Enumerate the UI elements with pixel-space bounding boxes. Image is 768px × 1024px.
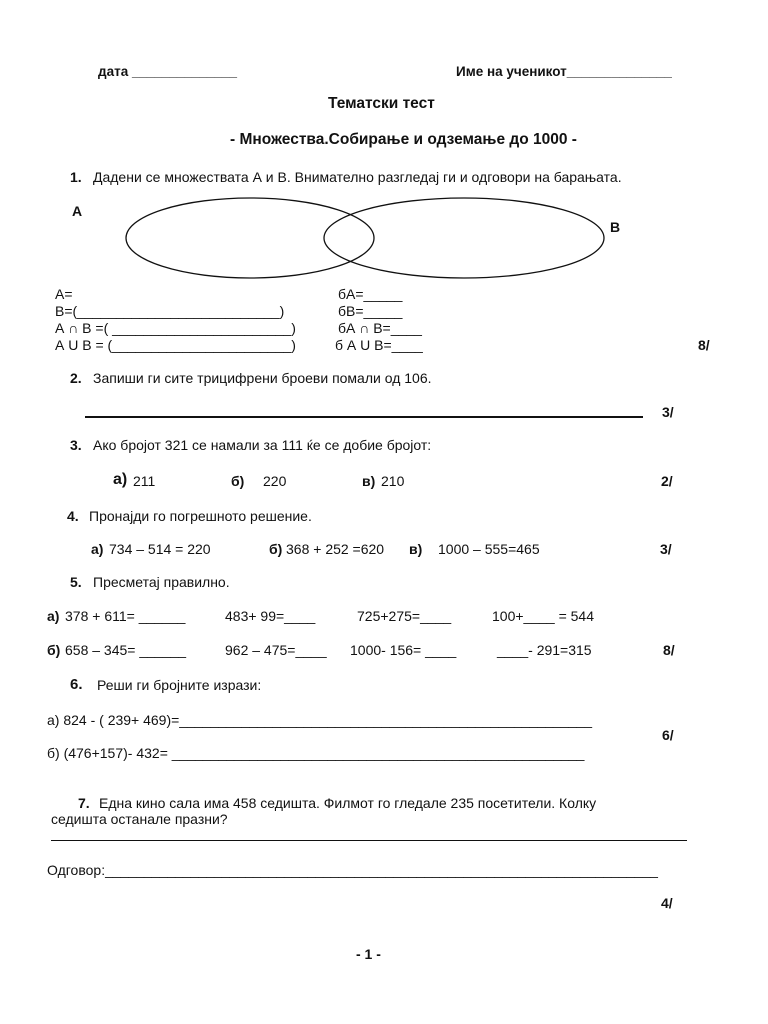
q5-row-a-item-1: 378 + 611= ______ [65, 608, 186, 624]
q1-line-union: А U В = (_______________________) [55, 337, 296, 353]
q7-number: 7. [78, 795, 90, 811]
q1-count-b: бВ=_____ [338, 303, 403, 319]
ellipse-a [126, 198, 374, 278]
page-subtitle: - Множества.Собирање и одземање до 1000 - [230, 131, 577, 148]
q6-expression-b: б) (476+157)- 432= _____________________________________________________ [47, 745, 585, 761]
q4-option-b-letter: б) [269, 541, 283, 557]
q4-option-a-value: 734 – 514 = 220 [109, 541, 211, 557]
q4-option-b-value: 368 + 252 =620 [286, 541, 385, 557]
q6-points: 6/ [662, 727, 674, 743]
q3-option-b-letter: б) [231, 473, 245, 489]
set-b-label: В [610, 219, 621, 235]
page-number: - 1 - [356, 946, 381, 962]
q3-option-b-value: 220 [263, 473, 287, 489]
q6-expression-a: а) 824 - ( 239+ 469)=_____________________________________________________ [47, 712, 592, 728]
q1-count-intersection: бА ∩ В=____ [338, 320, 422, 336]
q6-text: Реши ги бројните изрази: [97, 677, 262, 693]
q1-line-a: А= [55, 286, 73, 302]
ellipse-b [324, 198, 604, 278]
q2-number: 2. [70, 370, 82, 386]
q2-points: 3/ [662, 404, 674, 420]
q3-option-c-value: 210 [381, 473, 405, 489]
q1-line-b: В=(__________________________) [55, 303, 285, 319]
q5-row-a-item-3: 725+275=____ [357, 608, 452, 624]
q5-points: 8/ [663, 642, 675, 658]
q4-text: Пронајди го погрешното решение. [89, 508, 312, 524]
q3-option-c-letter: в) [362, 473, 376, 489]
q1-count-a: бА=_____ [338, 286, 403, 302]
q1-line-intersection: А ∩ В =( _______________________) [55, 320, 296, 336]
q3-option-a-value: 211 [133, 473, 156, 489]
q4-number: 4. [67, 508, 79, 524]
q7-text-line-2: седишта останале празни? [51, 811, 228, 827]
q4-option-c-letter: в) [409, 541, 423, 557]
q7-text-line-1: Една кино сала има 458 седишта. Филмот го гледале 235 посетители. Колку [99, 795, 597, 811]
q7-answer-line: Одговор:_______________________________________________________________________ [47, 862, 658, 878]
q7-working-line [51, 840, 687, 841]
q3-option-a-letter: а) [113, 471, 128, 488]
q5-row-b-item-2: 962 – 475=____ [225, 642, 327, 658]
q5-row-a-item-2: 483+ 99=____ [225, 608, 316, 624]
q5-row-b-letter: б) [47, 642, 61, 658]
student-name-label: Име на ученикот______________ [456, 64, 672, 79]
q1-text: Дадени се множествата А и В. Внимателно разгледај ги и одговори на барањата. [93, 169, 622, 185]
q4-option-c-value: 1000 – 555=465 [438, 541, 540, 557]
q5-row-b-item-4: ____- 291=315 [497, 642, 592, 658]
date-label: дата ______________ [98, 64, 238, 79]
q5-row-b-item-3: 1000- 156= ____ [350, 642, 457, 658]
q2-text: Запиши ги сите трицифрени броеви помали од 106. [93, 370, 432, 386]
q5-number: 5. [70, 574, 82, 590]
q2-answer-line [85, 416, 643, 418]
q4-option-a-letter: а) [91, 541, 104, 557]
q6-number: 6. [70, 676, 83, 693]
q5-row-a-item-4: 100+____ = 544 [492, 608, 594, 624]
q1-count-union: б А U В=____ [335, 337, 423, 353]
page-title: Тематски тест [328, 95, 435, 112]
set-a-label: А [72, 203, 83, 219]
q1-points: 8/ [698, 337, 710, 353]
q5-text: Пресметај правилно. [93, 574, 230, 590]
q1-number: 1. [70, 169, 82, 185]
q3-number: 3. [70, 437, 82, 453]
q7-points: 4/ [661, 895, 673, 911]
q3-text: Ако бројот 321 се намали за 111 ќе се добие бројот: [93, 437, 432, 453]
q3-points: 2/ [661, 473, 673, 489]
q4-points: 3/ [660, 541, 672, 557]
q5-row-a-letter: а) [47, 608, 60, 624]
q5-row-b-item-1: 658 – 345= ______ [65, 642, 187, 658]
